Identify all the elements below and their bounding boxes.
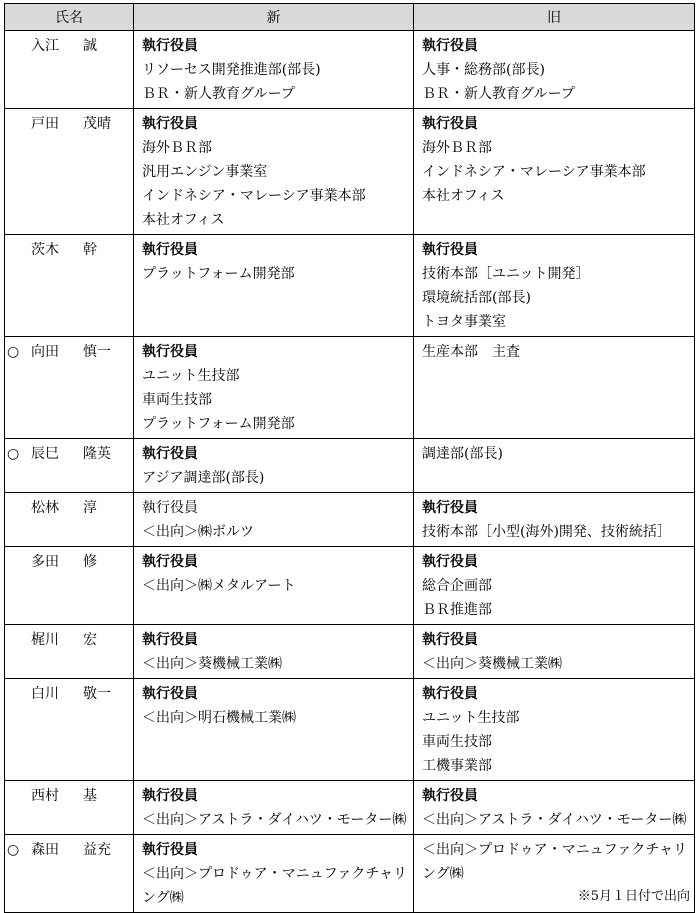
position-line: ＜出向＞明石機械工業㈱ <box>142 710 296 726</box>
position-line: プラットフォーム開発部 <box>142 416 295 432</box>
new-position-cell <box>134 835 414 913</box>
given-name: 修 <box>83 554 97 570</box>
person-name <box>7 112 129 136</box>
position-line: 人事・総務部(部長) <box>422 62 545 78</box>
new-appointment-mark <box>7 628 27 652</box>
old-position-cell <box>414 235 695 337</box>
new-position-cell <box>134 679 414 781</box>
position-line: ＢＲ推進部 <box>422 602 492 618</box>
position-line: 執行役員 <box>142 38 198 54</box>
surname: 向田 <box>31 344 59 360</box>
old-position-cell <box>414 781 695 835</box>
position-line: インドネシア・マレーシア事業本部 <box>422 164 646 180</box>
new-appointment-mark <box>7 784 27 808</box>
position-line: 執行役員 <box>422 686 478 702</box>
surname: 多田 <box>31 554 59 570</box>
position-line: ＢＲ・新人教育グループ <box>142 86 295 102</box>
name-cell <box>5 679 134 781</box>
position-line: 汎用エンジン事業室 <box>142 164 268 180</box>
new-position-cell <box>134 439 414 493</box>
position-line: 執行役員 <box>142 500 198 516</box>
table-row <box>5 835 695 913</box>
position-line: 海外ＢＲ部 <box>142 140 212 156</box>
surname: 入江 <box>31 38 59 54</box>
name-cell <box>5 439 134 493</box>
table-row <box>5 547 695 625</box>
name-cell <box>5 235 134 337</box>
person-name <box>7 784 129 808</box>
name-cell <box>5 109 134 235</box>
position-line: 工機事業部 <box>422 758 492 774</box>
surname: 梶川 <box>31 632 59 648</box>
given-name: 益充 <box>83 842 111 858</box>
given-name: 敬一 <box>83 686 111 702</box>
surname: 白川 <box>31 686 59 702</box>
name-cell <box>5 781 134 835</box>
position-line: 海外ＢＲ部 <box>422 140 492 156</box>
position-line: ＜出向＞アストラ・ダイハツ・モーター㈱ <box>142 812 407 828</box>
person-name <box>7 340 129 364</box>
surname: 松林 <box>31 500 59 516</box>
name-cell <box>5 493 134 547</box>
person-name <box>7 838 129 862</box>
person-name <box>7 628 129 652</box>
given-name: 茂晴 <box>83 116 111 132</box>
name-cell <box>5 337 134 439</box>
surname: 森田 <box>31 842 59 858</box>
position-line: ＜出向＞プロドゥア・マニュファクチャリング㈱ <box>422 842 687 882</box>
surname: 辰巳 <box>31 446 59 462</box>
old-position-cell <box>414 679 695 781</box>
table-row <box>5 781 695 835</box>
new-appointment-mark <box>7 496 27 520</box>
new-appointment-mark <box>7 112 27 136</box>
surname: 戸田 <box>31 116 59 132</box>
new-appointment-mark <box>7 550 27 574</box>
given-name: 淳 <box>83 500 97 516</box>
executive-appointments-table <box>4 3 695 913</box>
position-line: プラットフォーム開発部 <box>142 266 295 282</box>
table-row <box>5 235 695 337</box>
position-line: 執行役員 <box>422 116 478 132</box>
position-line: 調達部(部長) <box>422 446 503 462</box>
position-line: ＜出向＞葵機械工業㈱ <box>422 656 562 672</box>
position-line: 執行役員 <box>142 344 198 360</box>
position-line: 車両生技部 <box>422 734 492 750</box>
table-row <box>5 439 695 493</box>
new-position-cell <box>134 547 414 625</box>
old-position-cell <box>414 337 695 439</box>
position-line: 執行役員 <box>422 632 478 648</box>
position-line: 執行役員 <box>142 554 198 570</box>
old-position-cell <box>414 835 695 913</box>
position-line: 執行役員 <box>142 632 198 648</box>
position-line: 総合企画部 <box>422 578 492 594</box>
new-position-cell <box>134 625 414 679</box>
surname: 西村 <box>31 788 59 804</box>
new-position-cell <box>134 235 414 337</box>
header-name: 氏名 <box>5 4 134 31</box>
given-name: 宏 <box>83 632 97 648</box>
new-appointment-mark: ○ <box>7 344 20 360</box>
position-line: リソーセス開発推進部(部長) <box>142 62 321 78</box>
table-row <box>5 625 695 679</box>
table-row <box>5 109 695 235</box>
position-line: インドネシア・マレーシア事業本部 <box>142 188 366 204</box>
footnote: ※5月１日付で出向 <box>577 889 690 904</box>
new-appointment-mark <box>7 34 27 58</box>
header-row <box>5 4 695 31</box>
new-position-cell <box>134 31 414 109</box>
name-cell <box>5 835 134 913</box>
table-body <box>5 31 695 913</box>
person-name <box>7 496 129 520</box>
position-line: 執行役員 <box>142 788 198 804</box>
position-line: ＜出向＞㈱ボルツ <box>142 524 254 540</box>
position-line: 技術本部［ユニット開発］ <box>422 266 590 282</box>
position-line: 執行役員 <box>142 446 198 462</box>
position-line: 執行役員 <box>142 686 198 702</box>
table-row <box>5 493 695 547</box>
given-name: 誠 <box>83 38 97 54</box>
position-line: ＜出向＞アストラ・ダイハツ・モーター㈱ <box>422 812 687 828</box>
person-name <box>7 238 129 262</box>
position-line: ＜出向＞㈱メタルアート <box>142 578 296 594</box>
old-position-cell <box>414 547 695 625</box>
old-position-cell <box>414 493 695 547</box>
position-line: 本社オフィス <box>142 212 225 228</box>
position-line: ＢＲ・新人教育グループ <box>422 86 575 102</box>
position-line: トヨタ事業室 <box>422 314 506 330</box>
position-line: 執行役員 <box>142 242 198 258</box>
position-line: 生産本部 主査 <box>422 344 520 360</box>
person-name <box>7 34 129 58</box>
position-line: 技術本部［小型(海外)開発、技術統括］ <box>422 524 671 540</box>
person-name <box>7 442 129 466</box>
new-appointment-mark: ○ <box>7 446 20 462</box>
position-line: 執行役員 <box>142 842 198 858</box>
position-line: 執行役員 <box>422 500 478 516</box>
given-name: 隆英 <box>83 446 111 462</box>
position-line: 執行役員 <box>422 242 478 258</box>
name-cell <box>5 31 134 109</box>
name-cell <box>5 547 134 625</box>
header-old: 旧 <box>414 4 695 31</box>
position-line: 執行役員 <box>422 788 478 804</box>
position-line: 執行役員 <box>142 116 198 132</box>
given-name: 慎一 <box>83 344 111 360</box>
position-line: ユニット生技部 <box>422 710 520 726</box>
old-position-cell <box>414 439 695 493</box>
table-row <box>5 31 695 109</box>
position-line: 執行役員 <box>422 554 478 570</box>
person-name <box>7 682 129 706</box>
given-name: 幹 <box>83 242 97 258</box>
old-position-cell <box>414 109 695 235</box>
new-appointment-mark: ○ <box>7 842 20 858</box>
new-appointment-mark <box>7 238 27 262</box>
position-line: 本社オフィス <box>422 188 505 204</box>
new-position-cell <box>134 109 414 235</box>
new-position-cell <box>134 337 414 439</box>
name-cell <box>5 625 134 679</box>
new-appointment-mark <box>7 682 27 706</box>
position-line: ユニット生技部 <box>142 368 240 384</box>
position-line: 執行役員 <box>422 38 478 54</box>
header-new: 新 <box>134 4 414 31</box>
position-line: ＜出向＞プロドゥア・マニュファクチャリング㈱ <box>142 866 407 906</box>
position-line: アジア調達部(部長) <box>142 470 265 486</box>
position-line: ＜出向＞葵機械工業㈱ <box>142 656 282 672</box>
table-row <box>5 337 695 439</box>
table-row <box>5 679 695 781</box>
new-position-cell <box>134 781 414 835</box>
person-name <box>7 550 129 574</box>
surname: 茨木 <box>31 242 59 258</box>
given-name: 基 <box>83 788 97 804</box>
position-line: 環境統括部(部長) <box>422 290 531 306</box>
position-line: 車両生技部 <box>142 392 212 408</box>
new-position-cell <box>134 493 414 547</box>
old-position-cell <box>414 625 695 679</box>
old-position-cell <box>414 31 695 109</box>
